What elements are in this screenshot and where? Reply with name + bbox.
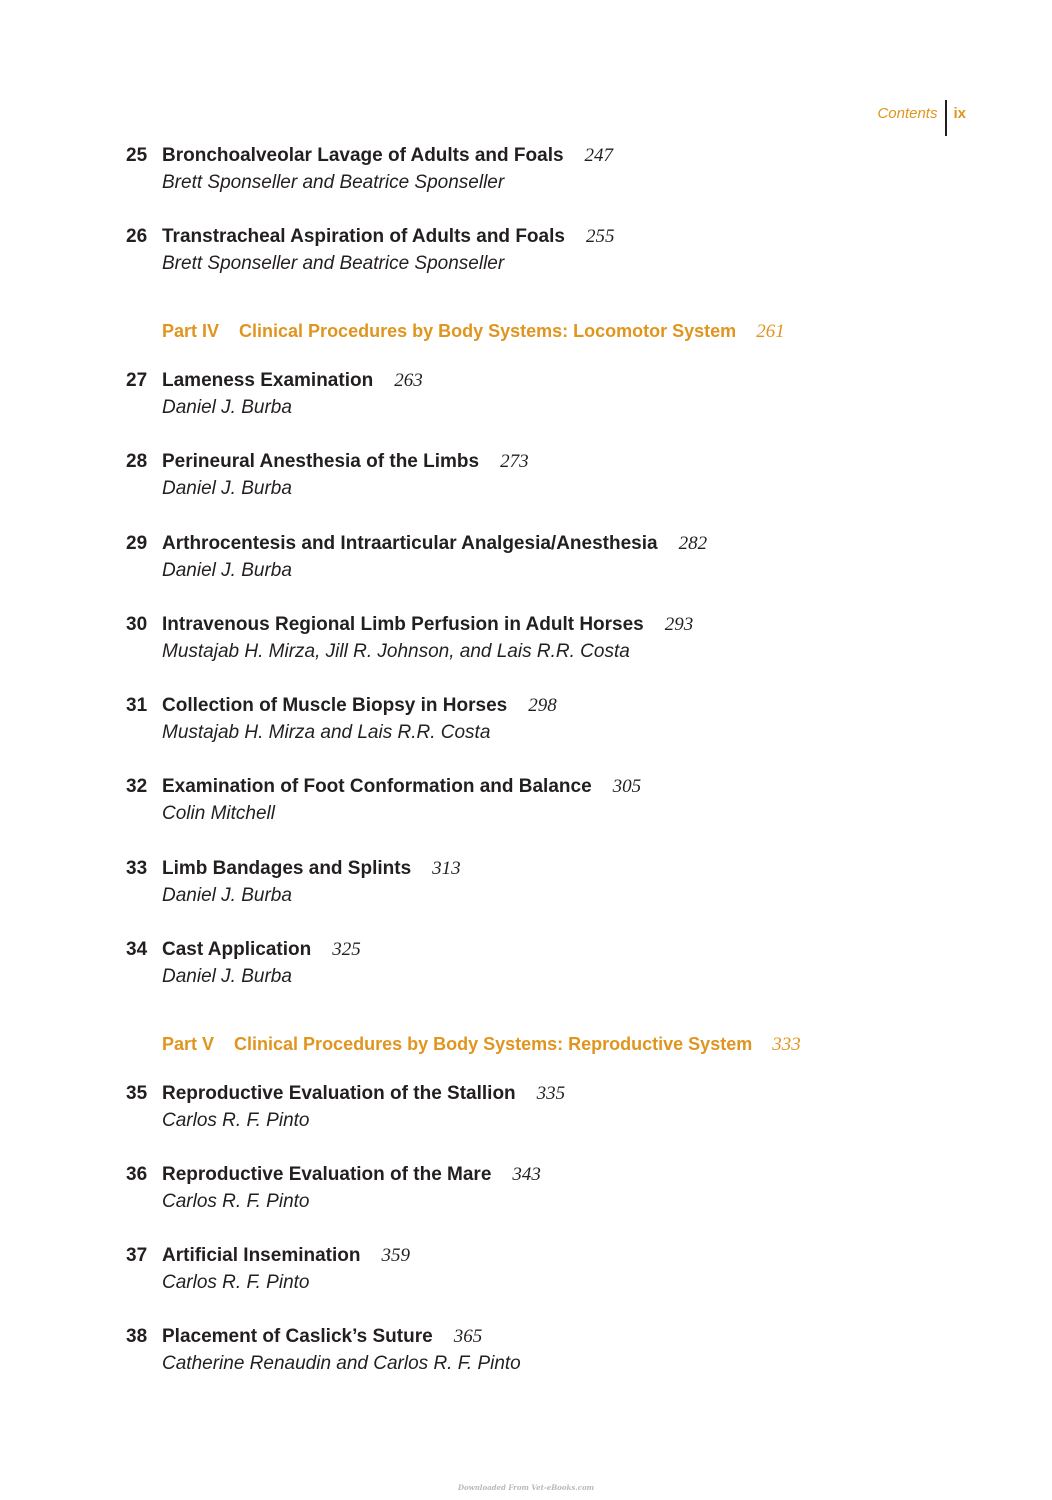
chapter-authors: Brett Sponseller and Beatrice Sponseller: [162, 253, 505, 274]
toc-entry-36[interactable]: [126, 1164, 541, 1214]
chapter-title[interactable]: Limb Bandages and Splints: [162, 858, 412, 879]
chapter-number: 25: [126, 145, 148, 166]
chapter-number: 34: [126, 939, 148, 960]
chapter-number: 38: [126, 1326, 148, 1347]
chapter-authors: Mustajab H. Mirza, Jill R. Johnson, and Lais R.R. Costa: [162, 641, 630, 662]
chapter-number: 33: [126, 858, 148, 879]
toc-entry-37[interactable]: [126, 1245, 410, 1295]
chapter-title[interactable]: Artificial Insemination: [162, 1245, 361, 1266]
toc-entry-33[interactable]: [126, 858, 461, 908]
chapter-number: 35: [126, 1083, 148, 1104]
chapter-number: 27: [126, 370, 148, 391]
chapter-page: 282: [678, 533, 708, 554]
chapter-authors: Daniel J. Burba: [162, 885, 292, 906]
chapter-title[interactable]: Collection of Muscle Biopsy in Horses: [162, 695, 508, 716]
chapter-authors: Colin Mitchell: [162, 803, 275, 824]
chapter-page: 305: [612, 776, 642, 797]
toc-entry-32[interactable]: [126, 776, 641, 826]
download-watermark: Downloaded From Vet-eBooks.com: [457, 1483, 595, 1492]
running-head-section: Contents: [877, 105, 938, 122]
chapter-page: 313: [432, 858, 461, 879]
running-head: [877, 100, 966, 136]
part-page: 333: [772, 1034, 801, 1055]
chapter-page: 273: [500, 451, 529, 472]
chapter-title[interactable]: Arthrocentesis and Intraarticular Analgesia/Anesthesia: [162, 533, 658, 554]
chapter-authors: Brett Sponseller and Beatrice Sponseller: [162, 172, 505, 193]
chapter-page: 335: [536, 1083, 566, 1104]
chapter-title[interactable]: Placement of Caslick’s Suture: [162, 1326, 433, 1347]
chapter-authors: Daniel J. Burba: [162, 966, 292, 987]
chapter-title[interactable]: Reproductive Evaluation of the Stallion: [162, 1083, 516, 1104]
chapter-number: 37: [126, 1245, 148, 1266]
chapter-title[interactable]: Perineural Anesthesia of the Limbs: [162, 451, 480, 472]
chapter-authors: Daniel J. Burba: [162, 397, 292, 418]
toc-entry-34[interactable]: [126, 939, 361, 989]
chapter-page: 325: [332, 939, 361, 960]
chapter-number: 31: [126, 695, 148, 716]
chapter-authors: Carlos R. F. Pinto: [162, 1110, 310, 1131]
chapter-number: 36: [126, 1164, 148, 1185]
chapter-authors: Carlos R. F. Pinto: [162, 1272, 310, 1293]
chapter-title[interactable]: Cast Application: [162, 939, 312, 960]
part-page: 261: [756, 321, 785, 342]
chapter-number: 32: [126, 776, 148, 797]
chapter-authors: Daniel J. Burba: [162, 478, 292, 499]
part-title[interactable]: Clinical Procedures by Body Systems: Reproductive System: [234, 1034, 753, 1054]
toc-entry-28[interactable]: [126, 451, 529, 501]
chapter-title[interactable]: Examination of Foot Conformation and Balance: [162, 776, 592, 797]
chapter-page: 247: [584, 145, 614, 166]
chapter-authors: Mustajab H. Mirza and Lais R.R. Costa: [162, 722, 491, 743]
chapter-title[interactable]: Bronchoalveolar Lavage of Adults and Foals: [162, 145, 564, 166]
chapter-page: 263: [394, 370, 423, 391]
toc-entry-25[interactable]: [126, 145, 613, 195]
chapter-authors: Carlos R. F. Pinto: [162, 1191, 310, 1212]
part-label: Part IV: [162, 321, 220, 341]
chapter-number: 26: [126, 226, 148, 247]
chapter-page: 365: [453, 1326, 483, 1347]
part-heading-iv[interactable]: [162, 321, 785, 343]
toc-entry-29[interactable]: [126, 533, 707, 583]
chapter-number: 28: [126, 451, 148, 472]
part-title[interactable]: Clinical Procedures by Body Systems: Locomotor System: [239, 321, 737, 341]
chapter-page: 293: [664, 614, 694, 635]
toc-entry-38[interactable]: [126, 1326, 521, 1376]
chapter-number: 29: [126, 533, 148, 554]
toc-entry-35[interactable]: [126, 1083, 565, 1133]
chapter-title[interactable]: Reproductive Evaluation of the Mare: [162, 1164, 492, 1185]
chapter-title[interactable]: Intravenous Regional Limb Perfusion in Adult Horses: [162, 614, 644, 635]
chapter-page: 343: [512, 1164, 541, 1185]
chapter-authors: Catherine Renaudin and Carlos R. F. Pinto: [162, 1353, 521, 1374]
part-heading-v[interactable]: [162, 1034, 801, 1056]
toc-entry-30[interactable]: [126, 614, 693, 664]
chapter-title[interactable]: Transtracheal Aspiration of Adults and Foals: [162, 226, 565, 247]
toc-entry-27[interactable]: [126, 370, 423, 420]
toc-entry-26[interactable]: [126, 226, 614, 276]
running-head-page-number: ix: [953, 105, 966, 122]
toc-entry-31[interactable]: [126, 695, 557, 745]
chapter-page: 298: [528, 695, 557, 716]
chapter-title[interactable]: Lameness Examination: [162, 370, 374, 391]
chapter-page: 255: [585, 226, 615, 247]
chapter-authors: Daniel J. Burba: [162, 560, 292, 581]
chapter-number: 30: [126, 614, 148, 635]
part-label: Part V: [162, 1034, 215, 1054]
chapter-page: 359: [381, 1245, 410, 1266]
